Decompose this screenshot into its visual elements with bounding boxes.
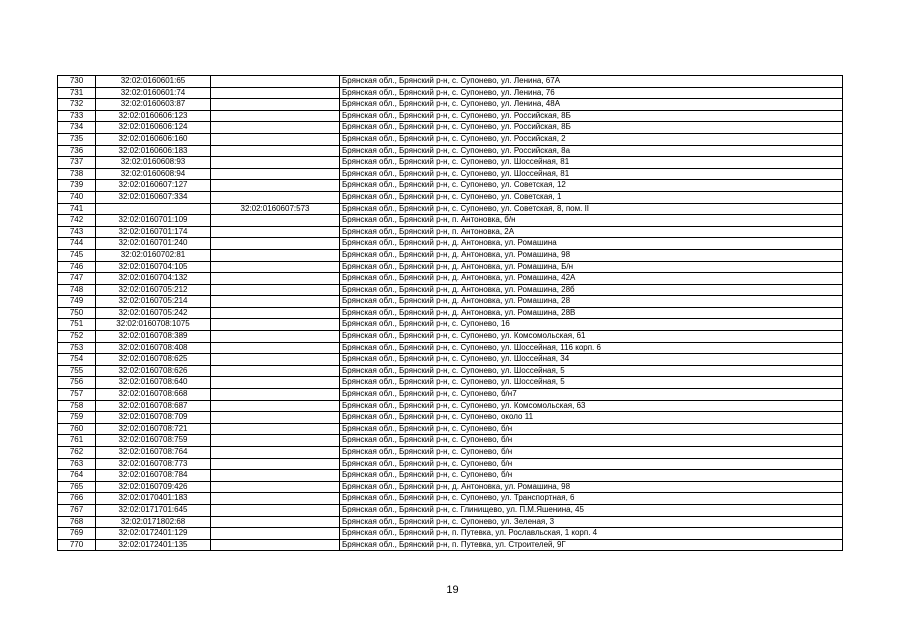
register-table-body — [58, 76, 843, 551]
table-row — [58, 504, 843, 516]
cadastral-number-cell: 32:02:0160708:626 — [96, 365, 211, 377]
address-cell: Брянская обл., Брянский р-н, с. Супонево, ул. Советская, 8, пом. II — [340, 203, 843, 215]
address-cell: Брянская обл., Брянский р-н, с. Супонево, 16 — [340, 319, 843, 331]
premises-cadastral-number-cell — [211, 249, 340, 261]
table-row — [58, 215, 843, 227]
premises-cadastral-number-cell — [211, 296, 340, 308]
address-cell: Брянская обл., Брянский р-н, с. Супонево, ул. Советская, 12 — [340, 180, 843, 192]
cadastral-number-cell: 32:02:0160701:109 — [96, 215, 211, 227]
row-number-cell: 742 — [58, 215, 96, 227]
table-row — [58, 458, 843, 470]
premises-cadastral-number-cell — [211, 110, 340, 122]
address-cell: Брянская обл., Брянский р-н, д. Антоновка, ул. Ромашина, 28В — [340, 307, 843, 319]
premises-cadastral-number-cell — [211, 458, 340, 470]
address-cell: Брянская обл., Брянский р-н, п. Путевка, ул. Строителей, 9Г — [340, 539, 843, 551]
table-row — [58, 238, 843, 250]
row-number-cell: 751 — [58, 319, 96, 331]
address-cell: Брянская обл., Брянский р-н, с. Супонево, ул. Российская, 8Б — [340, 122, 843, 134]
table-row — [58, 331, 843, 343]
address-cell: Брянская обл., Брянский р-н, с. Супонево, б/н7 — [340, 389, 843, 401]
cadastral-number-cell: 32:02:0160608:94 — [96, 168, 211, 180]
address-cell: Брянская обл., Брянский р-н, с. Супонево, ул. Ленина, 48А — [340, 99, 843, 111]
cadastral-number-cell: 32:02:0160708:759 — [96, 435, 211, 447]
address-cell: Брянская обл., Брянский р-н, с. Супонево, ул. Ленина, 76 — [340, 87, 843, 99]
row-number-cell: 764 — [58, 470, 96, 482]
row-number-cell: 752 — [58, 331, 96, 343]
row-number-cell: 740 — [58, 191, 96, 203]
address-cell: Брянская обл., Брянский р-н, с. Супонево, ул. Ленина, 67А — [340, 76, 843, 88]
cadastral-number-cell: 32:02:0171802:68 — [96, 516, 211, 528]
premises-cadastral-number-cell — [211, 145, 340, 157]
row-number-cell: 755 — [58, 365, 96, 377]
table-row — [58, 249, 843, 261]
cadastral-number-cell: 32:02:0160705:212 — [96, 284, 211, 296]
row-number-cell: 749 — [58, 296, 96, 308]
premises-cadastral-number-cell — [211, 365, 340, 377]
premises-cadastral-number-cell — [211, 273, 340, 285]
cadastral-number-cell: 32:02:0160606:160 — [96, 133, 211, 145]
cadastral-number-cell: 32:02:0160702:81 — [96, 249, 211, 261]
row-number-cell: 768 — [58, 516, 96, 528]
cadastral-number-cell: 32:02:0160705:214 — [96, 296, 211, 308]
row-number-cell: 731 — [58, 87, 96, 99]
row-number-cell: 766 — [58, 493, 96, 505]
row-number-cell: 753 — [58, 342, 96, 354]
table-row — [58, 226, 843, 238]
premises-cadastral-number-cell — [211, 528, 340, 540]
address-cell: Брянская обл., Брянский р-н, с. Супонево, ул. Шоссейная, 5 — [340, 377, 843, 389]
row-number-cell: 738 — [58, 168, 96, 180]
premises-cadastral-number-cell — [211, 470, 340, 482]
table-row — [58, 423, 843, 435]
row-number-cell: 733 — [58, 110, 96, 122]
address-cell: Брянская обл., Брянский р-н, д. Антоновка, ул. Ромашина, 28 — [340, 296, 843, 308]
row-number-cell: 765 — [58, 481, 96, 493]
premises-cadastral-number-cell — [211, 319, 340, 331]
premises-cadastral-number-cell — [211, 215, 340, 227]
row-number-cell: 761 — [58, 435, 96, 447]
cadastral-number-cell: 32:02:0160709:426 — [96, 481, 211, 493]
premises-cadastral-number-cell — [211, 516, 340, 528]
address-cell: Брянская обл., Брянский р-н, с. Супонево, ул. Российская, 2 — [340, 133, 843, 145]
table-row — [58, 447, 843, 459]
cadastral-number-cell: 32:02:0160708:668 — [96, 389, 211, 401]
premises-cadastral-number-cell — [211, 87, 340, 99]
premises-cadastral-number-cell — [211, 481, 340, 493]
row-number-cell: 758 — [58, 400, 96, 412]
page-number: 19 — [446, 584, 459, 596]
cadastral-number-cell: 32:02:0160704:105 — [96, 261, 211, 273]
row-number-cell: 754 — [58, 354, 96, 366]
table-row — [58, 435, 843, 447]
row-number-cell: 730 — [58, 76, 96, 88]
row-number-cell: 760 — [58, 423, 96, 435]
address-cell: Брянская обл., Брянский р-н, с. Супонево, б/н — [340, 435, 843, 447]
premises-cadastral-number-cell — [211, 76, 340, 88]
row-number-cell: 746 — [58, 261, 96, 273]
cadastral-number-cell: 32:02:0160708:773 — [96, 458, 211, 470]
cadastral-number-cell: 32:02:0172401:135 — [96, 539, 211, 551]
cadastral-number-cell: 32:02:0160704:132 — [96, 273, 211, 285]
address-cell: Брянская обл., Брянский р-н, с. Супонево, б/н — [340, 423, 843, 435]
row-number-cell: 736 — [58, 145, 96, 157]
table-row — [58, 87, 843, 99]
premises-cadastral-number-cell — [211, 342, 340, 354]
premises-cadastral-number-cell — [211, 539, 340, 551]
row-number-cell: 739 — [58, 180, 96, 192]
premises-cadastral-number-cell — [211, 168, 340, 180]
address-cell: Брянская обл., Брянский р-н, с. Супонево, около 11 — [340, 412, 843, 424]
row-number-cell: 744 — [58, 238, 96, 250]
cadastral-number-cell: 32:02:0160701:240 — [96, 238, 211, 250]
property-register-table — [57, 75, 843, 551]
table-row — [58, 76, 843, 88]
table-row — [58, 157, 843, 169]
cadastral-number-cell: 32:02:0160701:174 — [96, 226, 211, 238]
premises-cadastral-number-cell — [211, 191, 340, 203]
table-row — [58, 516, 843, 528]
cadastral-number-cell: 32:02:0160708:687 — [96, 400, 211, 412]
address-cell: Брянская обл., Брянский р-н, с. Супонево, ул. Зеленая, 3 — [340, 516, 843, 528]
row-number-cell: 750 — [58, 307, 96, 319]
premises-cadastral-number-cell — [211, 307, 340, 319]
table-row — [58, 307, 843, 319]
premises-cadastral-number-cell — [211, 133, 340, 145]
table-row — [58, 168, 843, 180]
table-row — [58, 412, 843, 424]
address-cell: Брянская обл., Брянский р-н, п. Путевка, ул. Рославльская, 1 корп. 4 — [340, 528, 843, 540]
premises-cadastral-number-cell — [211, 99, 340, 111]
address-cell: Брянская обл., Брянский р-н, с. Супонево, ул. Шоссейная, 81 — [340, 157, 843, 169]
address-cell: Брянская обл., Брянский р-н, с. Супонево, б/н — [340, 470, 843, 482]
table-row — [58, 319, 843, 331]
address-cell: Брянская обл., Брянский р-н, с. Супонево, б/н — [340, 458, 843, 470]
row-number-cell: 762 — [58, 447, 96, 459]
cadastral-number-cell: 32:02:0160603:87 — [96, 99, 211, 111]
address-cell: Брянская обл., Брянский р-н, д. Антоновка, ул. Ромашина, Б/н — [340, 261, 843, 273]
address-cell: Брянская обл., Брянский р-н, с. Супонево, ул. Шоссейная, 116 корп. 6 — [340, 342, 843, 354]
premises-cadastral-number-cell — [211, 180, 340, 192]
cadastral-number-cell: 32:02:0160705:242 — [96, 307, 211, 319]
address-cell: Брянская обл., Брянский р-н, д. Антоновка, ул. Ромашина, 42А — [340, 273, 843, 285]
row-number-cell: 769 — [58, 528, 96, 540]
table-row — [58, 284, 843, 296]
table-row — [58, 365, 843, 377]
premises-cadastral-number-cell — [211, 493, 340, 505]
table-row — [58, 273, 843, 285]
table-row — [58, 528, 843, 540]
table-row — [58, 122, 843, 134]
table-row — [58, 470, 843, 482]
address-cell: Брянская обл., Брянский р-н, с. Супонево, ул. Российская, 8Б — [340, 110, 843, 122]
cadastral-number-cell: 32:02:0160708:625 — [96, 354, 211, 366]
row-number-cell: 732 — [58, 99, 96, 111]
table-row — [58, 99, 843, 111]
address-cell: Брянская обл., Брянский р-н, д. Антоновка, ул. Ромашина, 98 — [340, 249, 843, 261]
table-row — [58, 377, 843, 389]
premises-cadastral-number-cell — [211, 284, 340, 296]
cadastral-number-cell: 32:02:0160708:721 — [96, 423, 211, 435]
row-number-cell: 745 — [58, 249, 96, 261]
table-row — [58, 481, 843, 493]
premises-cadastral-number-cell — [211, 412, 340, 424]
premises-cadastral-number-cell — [211, 423, 340, 435]
table-row — [58, 493, 843, 505]
cadastral-number-cell: 32:02:0160708:764 — [96, 447, 211, 459]
address-cell: Брянская обл., Брянский р-н, д. Антоновка, ул. Ромашина, 28б — [340, 284, 843, 296]
table-row — [58, 145, 843, 157]
premises-cadastral-number-cell — [211, 447, 340, 459]
cadastral-number-cell: 32:02:0160606:123 — [96, 110, 211, 122]
premises-cadastral-number-cell — [211, 504, 340, 516]
premises-cadastral-number-cell — [211, 157, 340, 169]
row-number-cell: 763 — [58, 458, 96, 470]
address-cell: Брянская обл., Брянский р-н, с. Супонево, ул. Комсомольская, 63 — [340, 400, 843, 412]
cadastral-number-cell: 32:02:0160606:124 — [96, 122, 211, 134]
row-number-cell: 767 — [58, 504, 96, 516]
address-cell: Брянская обл., Брянский р-н, с. Супонево, ул. Шоссейная, 81 — [340, 168, 843, 180]
row-number-cell: 748 — [58, 284, 96, 296]
row-number-cell: 747 — [58, 273, 96, 285]
premises-cadastral-number-cell: 32:02:0160607:573 — [211, 203, 340, 215]
table-row — [58, 342, 843, 354]
address-cell: Брянская обл., Брянский р-н, с. Супонево, б/н — [340, 447, 843, 459]
table-row — [58, 180, 843, 192]
address-cell: Брянская обл., Брянский р-н, п. Антоновка, б/н — [340, 215, 843, 227]
cadastral-number-cell: 32:02:0160608:93 — [96, 157, 211, 169]
cadastral-number-cell — [96, 203, 211, 215]
row-number-cell: 734 — [58, 122, 96, 134]
address-cell: Брянская обл., Брянский р-н, с. Глинищево, ул. П.М.Яшенина, 45 — [340, 504, 843, 516]
address-cell: Брянская обл., Брянский р-н, д. Антоновка, ул. Ромашина, 98 — [340, 481, 843, 493]
cadastral-number-cell: 32:02:0160708:709 — [96, 412, 211, 424]
cadastral-number-cell: 32:02:0160601:65 — [96, 76, 211, 88]
premises-cadastral-number-cell — [211, 226, 340, 238]
premises-cadastral-number-cell — [211, 238, 340, 250]
premises-cadastral-number-cell — [211, 389, 340, 401]
cadastral-number-cell: 32:02:0160708:389 — [96, 331, 211, 343]
premises-cadastral-number-cell — [211, 400, 340, 412]
address-cell: Брянская обл., Брянский р-н, с. Супонево, ул. Шоссейная, 5 — [340, 365, 843, 377]
table-row — [58, 400, 843, 412]
row-number-cell: 741 — [58, 203, 96, 215]
address-cell: Брянская обл., Брянский р-н, с. Супонево, ул. Шоссейная, 34 — [340, 354, 843, 366]
table-row — [58, 203, 843, 215]
cadastral-number-cell: 32:02:0160708:408 — [96, 342, 211, 354]
address-cell: Брянская обл., Брянский р-н, с. Супонево, ул. Комсомольская, 61 — [340, 331, 843, 343]
address-cell: Брянская обл., Брянский р-н, с. Супонево, ул. Российская, 8а — [340, 145, 843, 157]
table-row — [58, 191, 843, 203]
table-row — [58, 110, 843, 122]
row-number-cell: 770 — [58, 539, 96, 551]
table-row — [58, 539, 843, 551]
premises-cadastral-number-cell — [211, 122, 340, 134]
row-number-cell: 759 — [58, 412, 96, 424]
table-row — [58, 389, 843, 401]
table-row — [58, 133, 843, 145]
row-number-cell: 743 — [58, 226, 96, 238]
cadastral-number-cell: 32:02:0172401:129 — [96, 528, 211, 540]
row-number-cell: 737 — [58, 157, 96, 169]
premises-cadastral-number-cell — [211, 331, 340, 343]
cadastral-number-cell: 32:02:0160601:74 — [96, 87, 211, 99]
cadastral-number-cell: 32:02:0171701:645 — [96, 504, 211, 516]
table-row — [58, 354, 843, 366]
address-cell: Брянская обл., Брянский р-н, с. Супонево, ул. Советская, 1 — [340, 191, 843, 203]
cadastral-number-cell: 32:02:0160607:127 — [96, 180, 211, 192]
address-cell: Брянская обл., Брянский р-н, д. Антоновка, ул. Ромашина — [340, 238, 843, 250]
premises-cadastral-number-cell — [211, 261, 340, 273]
address-cell: Брянская обл., Брянский р-н, с. Супонево, ул. Транспортная, 6 — [340, 493, 843, 505]
row-number-cell: 756 — [58, 377, 96, 389]
row-number-cell: 757 — [58, 389, 96, 401]
table-row — [58, 296, 843, 308]
row-number-cell: 735 — [58, 133, 96, 145]
cadastral-number-cell: 32:02:0160607:334 — [96, 191, 211, 203]
premises-cadastral-number-cell — [211, 377, 340, 389]
cadastral-number-cell: 32:02:0160708:784 — [96, 470, 211, 482]
cadastral-number-cell: 32:02:0160708:1075 — [96, 319, 211, 331]
cadastral-number-cell: 32:02:0160708:640 — [96, 377, 211, 389]
cadastral-number-cell: 32:02:0170401:183 — [96, 493, 211, 505]
table-row — [58, 261, 843, 273]
premises-cadastral-number-cell — [211, 354, 340, 366]
address-cell: Брянская обл., Брянский р-н, п. Антоновка, 2А — [340, 226, 843, 238]
premises-cadastral-number-cell — [211, 435, 340, 447]
cadastral-number-cell: 32:02:0160606:183 — [96, 145, 211, 157]
